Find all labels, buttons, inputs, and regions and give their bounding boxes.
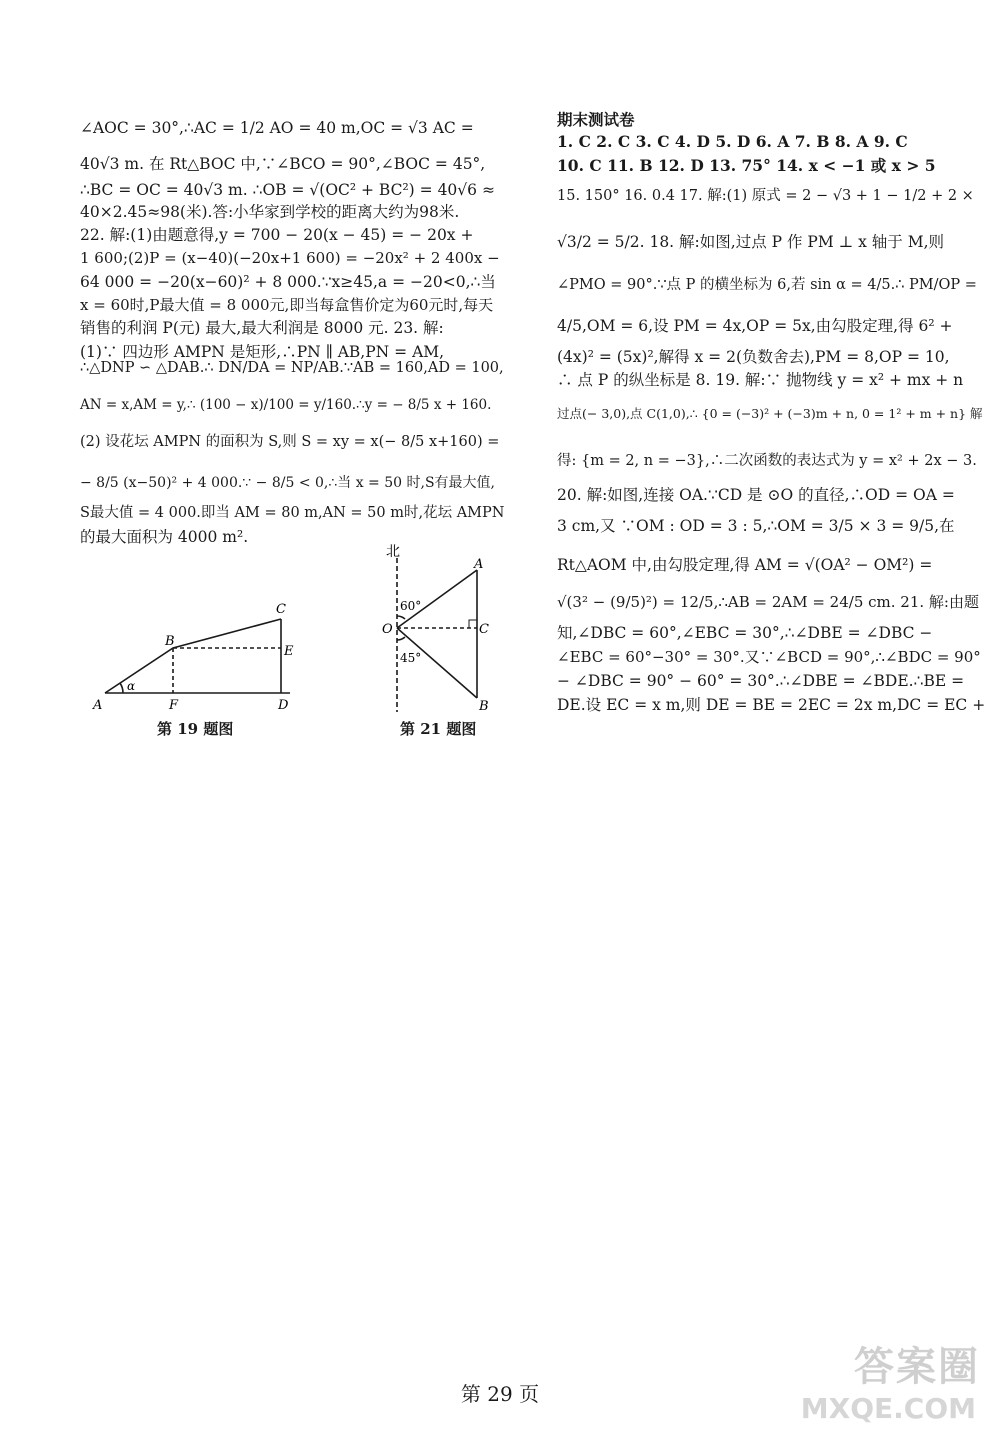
label-F: F xyxy=(169,698,179,713)
label-C: C xyxy=(276,602,286,617)
text-line: 20. 解:如图,连接 OA.∵CD 是 ⊙O 的直径,∴OD = OA = xyxy=(557,486,955,504)
text-line: Rt△AOM 中,由勾股定理,得 AM = √(OA² − OM²) = xyxy=(557,556,933,574)
text-line: DE.设 EC = x m,则 DE = BE = 2EC = 2x m,DC = EC + xyxy=(557,696,986,714)
angle-alpha-arc xyxy=(120,683,123,693)
watermark-logo: 答案圈 xyxy=(854,1344,980,1390)
text-line: 1 600;(2)P = (x−40)(−20x+1 600) = −20x² + 2 400x − xyxy=(80,249,500,267)
label-45-degrees: 45° xyxy=(400,651,422,665)
section-heading: 期末测试卷 xyxy=(557,110,635,129)
text-line: 15. 150° 16. 0.4 17. 解:(1) 原式 = 2 − √3 + 1 − 1/2 + 2 × xyxy=(557,188,974,204)
label-A: A xyxy=(93,698,103,713)
label-north: 北 xyxy=(386,544,400,560)
text-line: (4x)² = (5x)²,解得 x = 2(负数舍去),PM = 8,OP = 10, xyxy=(557,348,950,366)
figure-21-caption: 第 21 题图 xyxy=(400,720,477,738)
text-line: √(3² − (9/5)²) = 12/5,∴AB = 2AM = 24/5 cm. 21. 解:由题 xyxy=(557,593,979,611)
text-line: ∠AOC = 30°,∴AC = 1/2 AO = 40 m,OC = √3 AC = xyxy=(80,119,474,137)
text-line: 64 000 = −20(x−60)² + 8 000.∵x≥45,a = −20<0,∴当 xyxy=(80,273,496,291)
right-angle-mark xyxy=(469,620,477,628)
text-line: 销售的利润 P(元) 最大,最大利润是 8000 元. 23. 解: xyxy=(80,319,444,337)
label-60-degrees: 60° xyxy=(400,599,422,613)
text-line: √3/2 = 5/2. 18. 解:如图,过点 P 作 PM ⊥ x 轴于 M,则 xyxy=(557,233,945,251)
text-line: ∴△DNP ∽ △DAB.∴ DN/DA = NP/AB.∵AB = 160,AD = 100, xyxy=(80,360,504,376)
text-line: 40√3 m. 在 Rt△BOC 中,∵∠BCO = 90°,∠BOC = 45°, xyxy=(80,155,486,173)
text-line: (1)∵ 四边形 AMPN 是矩形,∴PN ∥ AB,PN = AM, xyxy=(80,343,445,361)
answer-line: 10. C 11. B 12. D 13. 75° 14. x < −1 或 x > 5 xyxy=(557,156,936,175)
angle-60-arc xyxy=(397,616,405,619)
text-line: ∠PMO = 90°.∵点 P 的横坐标为 6,若 sin α = 4/5.∴ PM/OP = xyxy=(557,277,977,293)
text-line: x = 60时,P最大值 = 8 000元,即当每盒售价定为60元时,每天 xyxy=(80,296,494,314)
label-B: B xyxy=(165,634,175,649)
text-line: 得: {m = 2, n = −3},∴二次函数的表达式为 y = x² + 2x − 3. xyxy=(557,453,977,469)
text-line: 知,∠DBC = 60°,∠EBC = 30°,∴∠DBE = ∠DBC − xyxy=(557,624,933,642)
text-line: − 8/5 (x−50)² + 4 000.∵ − 8/5 < 0,∴当 x = 50 时,S有最大值, xyxy=(80,475,495,491)
label-alpha: α xyxy=(127,679,136,693)
text-line: 过点(− 3,0),点 C(1,0),∴ {0 = (−3)² + (−3)m + n, 0 = 1² + m + n} 解 xyxy=(557,406,983,421)
label-A: A xyxy=(474,557,484,572)
text-line: ∠EBC = 60°−30° = 30°.又∵∠BCD = 90°,∴∠BDC = 90° xyxy=(557,648,981,666)
label-E: E xyxy=(284,644,294,659)
figure-19-caption: 第 19 题图 xyxy=(157,720,234,738)
label-C: C xyxy=(479,622,489,637)
text-line: 3 cm,又 ∵OM : OD = 3 : 5,∴OM = 3/5 × 3 = 9/5,在 xyxy=(557,517,955,535)
text-line: 4/5,OM = 6,设 PM = 4x,OP = 5x,由勾股定理,得 6² + xyxy=(557,317,953,335)
watermark-site: MXQE.COM xyxy=(800,1392,976,1425)
text-line: 的最大面积为 4000 m². xyxy=(80,528,249,546)
text-line: 40×2.45≈98(米).答:小华家到学校的距离大约为98米. xyxy=(80,203,460,221)
figure-19 xyxy=(85,595,320,720)
text-line: ∴BC = OC = 40√3 m. ∴OB = √(OC² + BC²) = 40√6 ≈ xyxy=(80,181,495,199)
text-line: − ∠DBC = 90° − 60° = 30°.∴∠DBE = ∠BDE.∴BE = xyxy=(557,672,965,690)
text-line: AN = x,AM = y,∴ (100 − x)/100 = y/160.∴y = − 8/5 x + 160. xyxy=(80,397,492,413)
figure-21 xyxy=(372,540,502,715)
page-number: 第 29 页 xyxy=(460,1382,540,1406)
text-line: (2) 设花坛 AMPN 的面积为 S,则 S = xy = x(− 8/5 x+160) = xyxy=(80,434,500,450)
text-line: ∴ 点 P 的纵坐标是 8. 19. 解:∵ 抛物线 y = x² + mx + n xyxy=(557,371,964,389)
angle-45-arc xyxy=(397,637,405,640)
answer-line: 1. C 2. C 3. C 4. D 5. D 6. A 7. B 8. A 9. C xyxy=(557,132,908,151)
label-B: B xyxy=(479,699,489,714)
text-line: 22. 解:(1)由题意得,y = 700 − 20(x − 45) = − 20x + xyxy=(80,226,474,244)
text-line: S最大值 = 4 000.即当 AM = 80 m,AN = 50 m时,花坛 AMPN xyxy=(80,505,505,521)
label-O: O xyxy=(382,622,393,637)
label-D: D xyxy=(278,698,289,713)
